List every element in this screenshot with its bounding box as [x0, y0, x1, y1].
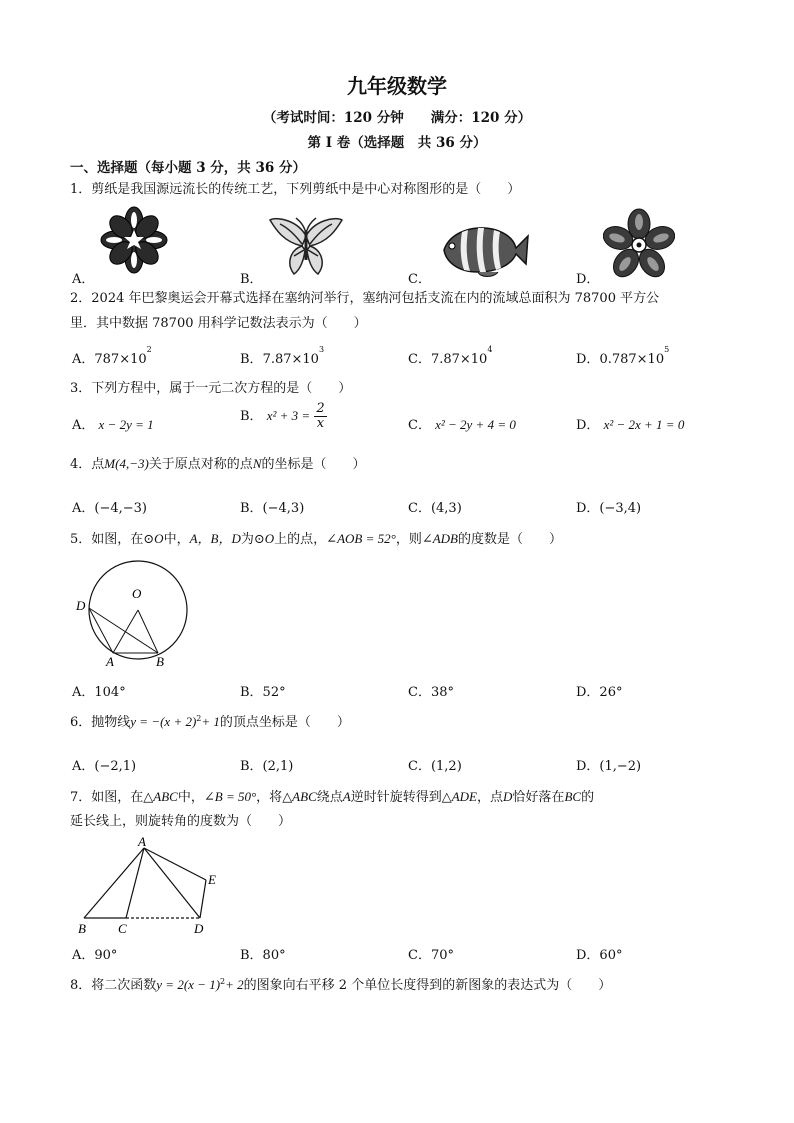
q2-option-c: C．$7.87\times 10^4$: [408, 345, 493, 367]
q4-option-b: B．(−4,3): [240, 501, 305, 516]
q5-option-d: D．26°: [576, 685, 623, 700]
q2-option-b: B．$7.87\times 10^3$: [240, 345, 325, 367]
label-e: E: [208, 872, 216, 887]
label-b: B: [78, 921, 86, 936]
label-d: D: [194, 921, 204, 936]
q2-stem-line2: 里．其中数据 78700 用科学记数法表示为（ ）: [70, 316, 367, 331]
q1-option-d: D．: [576, 272, 600, 287]
q1-option-c: C．: [408, 272, 431, 287]
q6-stem: 6．抛物线$y = -(x + 2)^2+ 1$的顶点坐标是（ ）: [70, 714, 350, 730]
label-o: O: [132, 586, 142, 601]
q2-stem-line1: 2．2024 年巴黎奥运会开幕式选择在塞纳河举行，塞纳河包括支流在内的流域总面积为 78700 平方公: [70, 291, 660, 306]
q2-option-d: D．$0.787\times 10^5$: [576, 345, 670, 367]
q8-stem: 8．将二次函数$y = 2(x - 1)^2+ 2$的图象向右平移 2 个单位长度得到的新图象的表达式为（ ）: [70, 977, 612, 993]
q5-stem: 5．如图，在⊙O中，A，B，D为⊙O上的点，∠AOB = 52°，则∠ADB的度数是（ ）: [70, 531, 563, 547]
q7-option-d: D．60°: [576, 948, 623, 963]
part-title: 第 I 卷（选择题 共 36 分）: [307, 135, 487, 151]
fish-papercut-icon: [438, 220, 530, 278]
q7-option-b: B．80°: [240, 948, 286, 963]
page-title: 九年级数学: [347, 74, 447, 98]
circle-diagram: [72, 558, 192, 670]
q7-option-a: A．90°: [72, 948, 118, 963]
q3-option-d: D． x² − 2x + 1 = 0: [576, 417, 685, 433]
label-c: C: [118, 921, 127, 936]
q7-stem-line2: 延长线上，则旋转角的度数为（ ）: [70, 814, 292, 829]
label-a: A: [106, 654, 114, 669]
label-b: B: [156, 654, 164, 669]
section-title: 一、选择题（每小题 3 分，共 36 分）: [70, 160, 306, 176]
q7-stem-line1: 7．如图，在△ABC中，∠B = 50°，将△ABC绕点A逆时针旋转得到△ADE，点D恰好落在BC的: [70, 789, 595, 805]
q4-option-d: D．(−3,4): [576, 501, 642, 516]
q3-stem: 3．下列方程中，属于一元二次方程的是（ ）: [70, 381, 352, 396]
q3-option-b: B． x² + 3 = $\frac{2}{x}$: [240, 401, 325, 431]
q6-option-b: B．(2,1): [240, 759, 294, 774]
q3-option-a: A． x − 2y = 1: [72, 417, 154, 433]
q4-option-c: C．(4,3): [408, 501, 462, 516]
five-petal-flower-papercut-icon: [603, 208, 675, 278]
q6-option-a: A．(−2,1): [72, 759, 137, 774]
exam-info: （考试时间：120 分钟 满分：120 分）: [262, 110, 532, 126]
triangle-rotation-diagram: [72, 834, 232, 938]
q6-option-c: C．(1,2): [408, 759, 462, 774]
butterfly-papercut-icon: [268, 216, 344, 278]
q1-stem: 1．剪纸是我国源远流长的传统工艺，下列剪纸中是中心对称图形的是（ ）: [70, 182, 521, 197]
q5-option-b: B．52°: [240, 685, 286, 700]
q5-option-a: A．104°: [72, 685, 126, 700]
label-d: D: [76, 598, 86, 613]
label-a: A: [138, 834, 146, 849]
q5-option-c: C．38°: [408, 685, 454, 700]
q6-option-d: D．(1,−2): [576, 759, 642, 774]
q7-option-c: C．70°: [408, 948, 454, 963]
q1-option-b: B．: [240, 272, 263, 287]
q1-option-a: A．: [72, 272, 95, 287]
q2-option-a: A．$787\times 10^2$: [72, 345, 152, 367]
q3-option-c: C． x² − 2y + 4 = 0: [408, 417, 516, 433]
q4-stem: 4．点M(4,−3)关于原点对称的点N的坐标是（ ）: [70, 456, 366, 472]
q4-option-a: A．(−4,−3): [72, 501, 147, 516]
flower-papercut-icon: [100, 206, 168, 274]
